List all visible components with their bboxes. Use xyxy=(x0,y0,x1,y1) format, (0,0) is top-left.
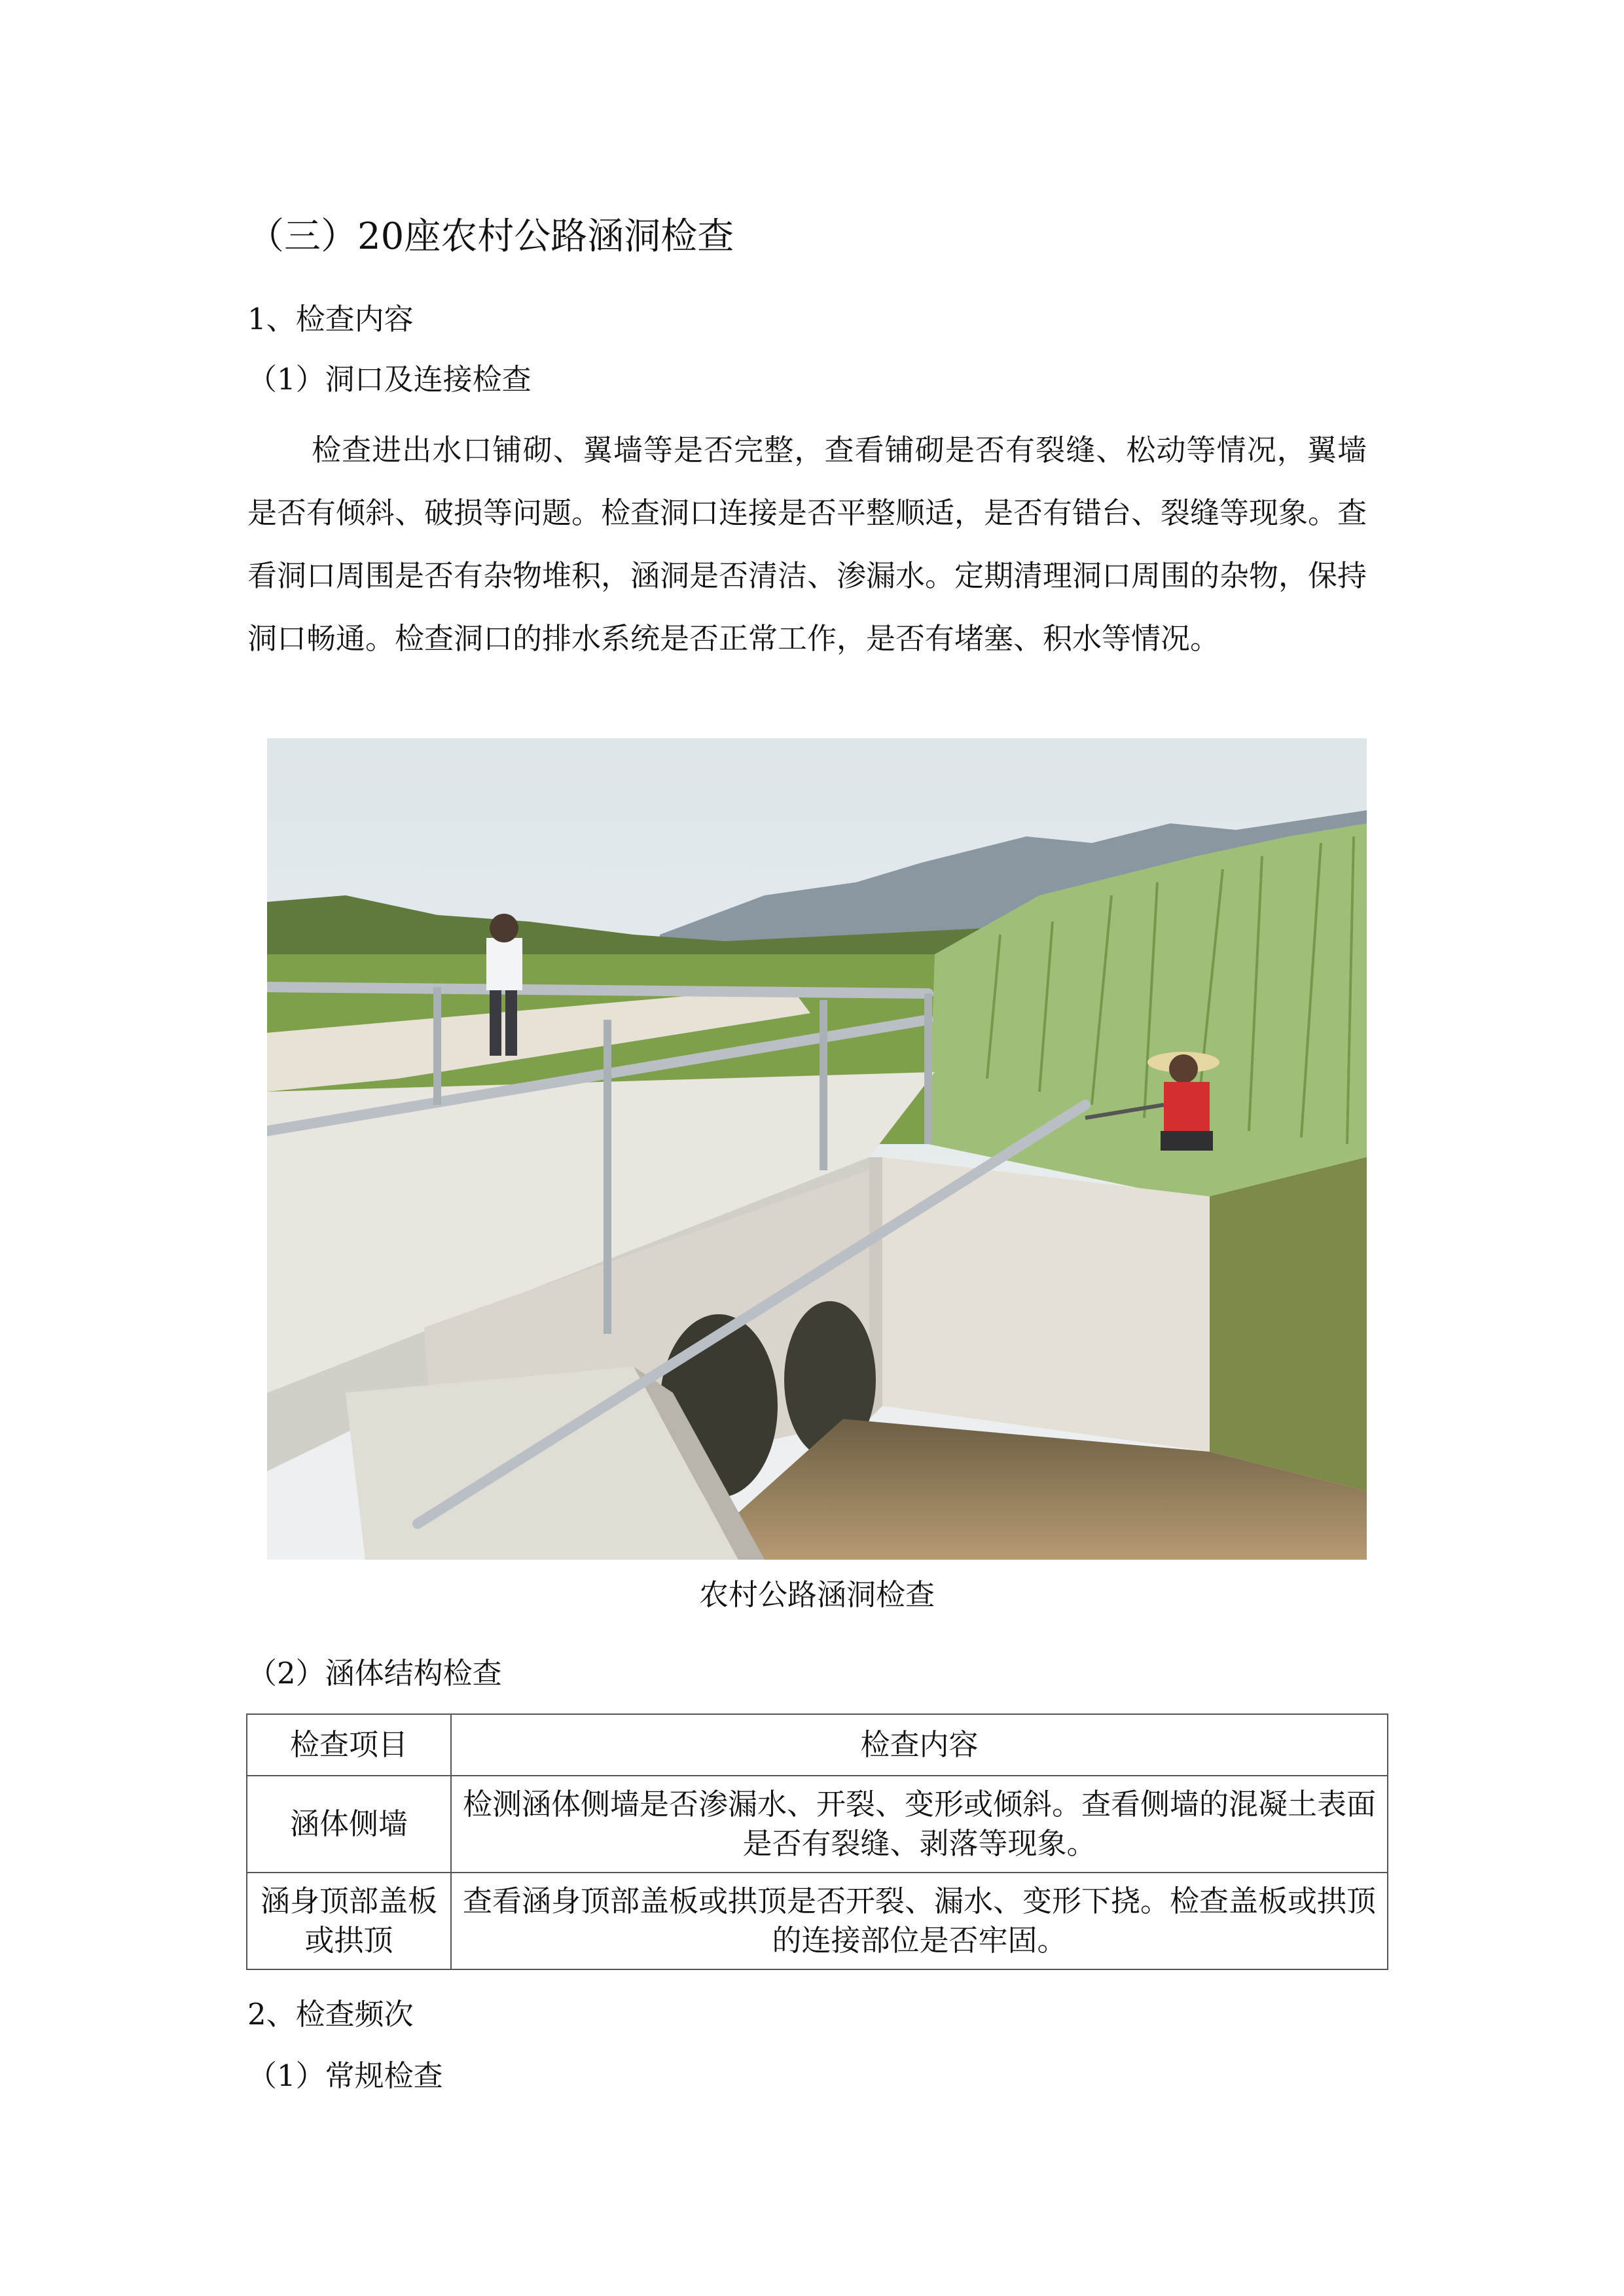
table-header-cell: 检查项目 xyxy=(247,1714,451,1776)
table-row xyxy=(247,1873,1388,1969)
table-cell-item: 涵身顶部盖板或拱顶 xyxy=(247,1873,451,1969)
table-cell-content: 查看涵身顶部盖板或拱顶是否开裂、漏水、变形下挠。检查盖板或拱顶的连接部位是否牢固。 xyxy=(451,1873,1388,1969)
table-cell-item: 涵体侧墙 xyxy=(247,1776,451,1873)
heading-inspection-content: 1、检查内容 xyxy=(247,302,414,336)
culvert-inspection-photo xyxy=(267,738,1367,1560)
photo-caption: 农村公路涵洞检查 xyxy=(698,1577,935,1612)
paragraph-text: 检查进出水口铺砌、翼墙等是否完整，查看铺砌是否有裂缝、松动等情况，翼墙是否有倾斜、破损等问题。检查洞口连接是否平整顺适，是否有错台、裂缝等现象。查看洞口周围是否有杂物堆积，涵洞是否清洁、渗漏水。定期清理洞口周围的杂物，保持洞口畅通。检查洞口的排水系统是否正常工作，是否有堵塞、积水等情况。 xyxy=(247,433,1367,656)
inspection-table xyxy=(246,1713,1388,1970)
heading-structure-check: （2）涵体结构检查 xyxy=(247,1656,502,1691)
table-row xyxy=(247,1776,1388,1873)
table-cell-content: 检测涵体侧墙是否渗漏水、开裂、变形或倾斜。查看侧墙的混凝土表面是否有裂缝、剥落等现象。 xyxy=(451,1776,1388,1873)
table-header-cell: 检查内容 xyxy=(451,1714,1388,1776)
heading-frequency: 2、检查频次 xyxy=(247,1997,414,2032)
heading-routine-check: （1）常规检查 xyxy=(247,2058,443,2093)
section-title: （三）20座农村公路涵洞检查 xyxy=(247,215,734,258)
heading-opening-connection: （1）洞口及连接检查 xyxy=(247,362,532,397)
table-header-row xyxy=(247,1714,1388,1776)
body-paragraph xyxy=(247,419,1367,670)
